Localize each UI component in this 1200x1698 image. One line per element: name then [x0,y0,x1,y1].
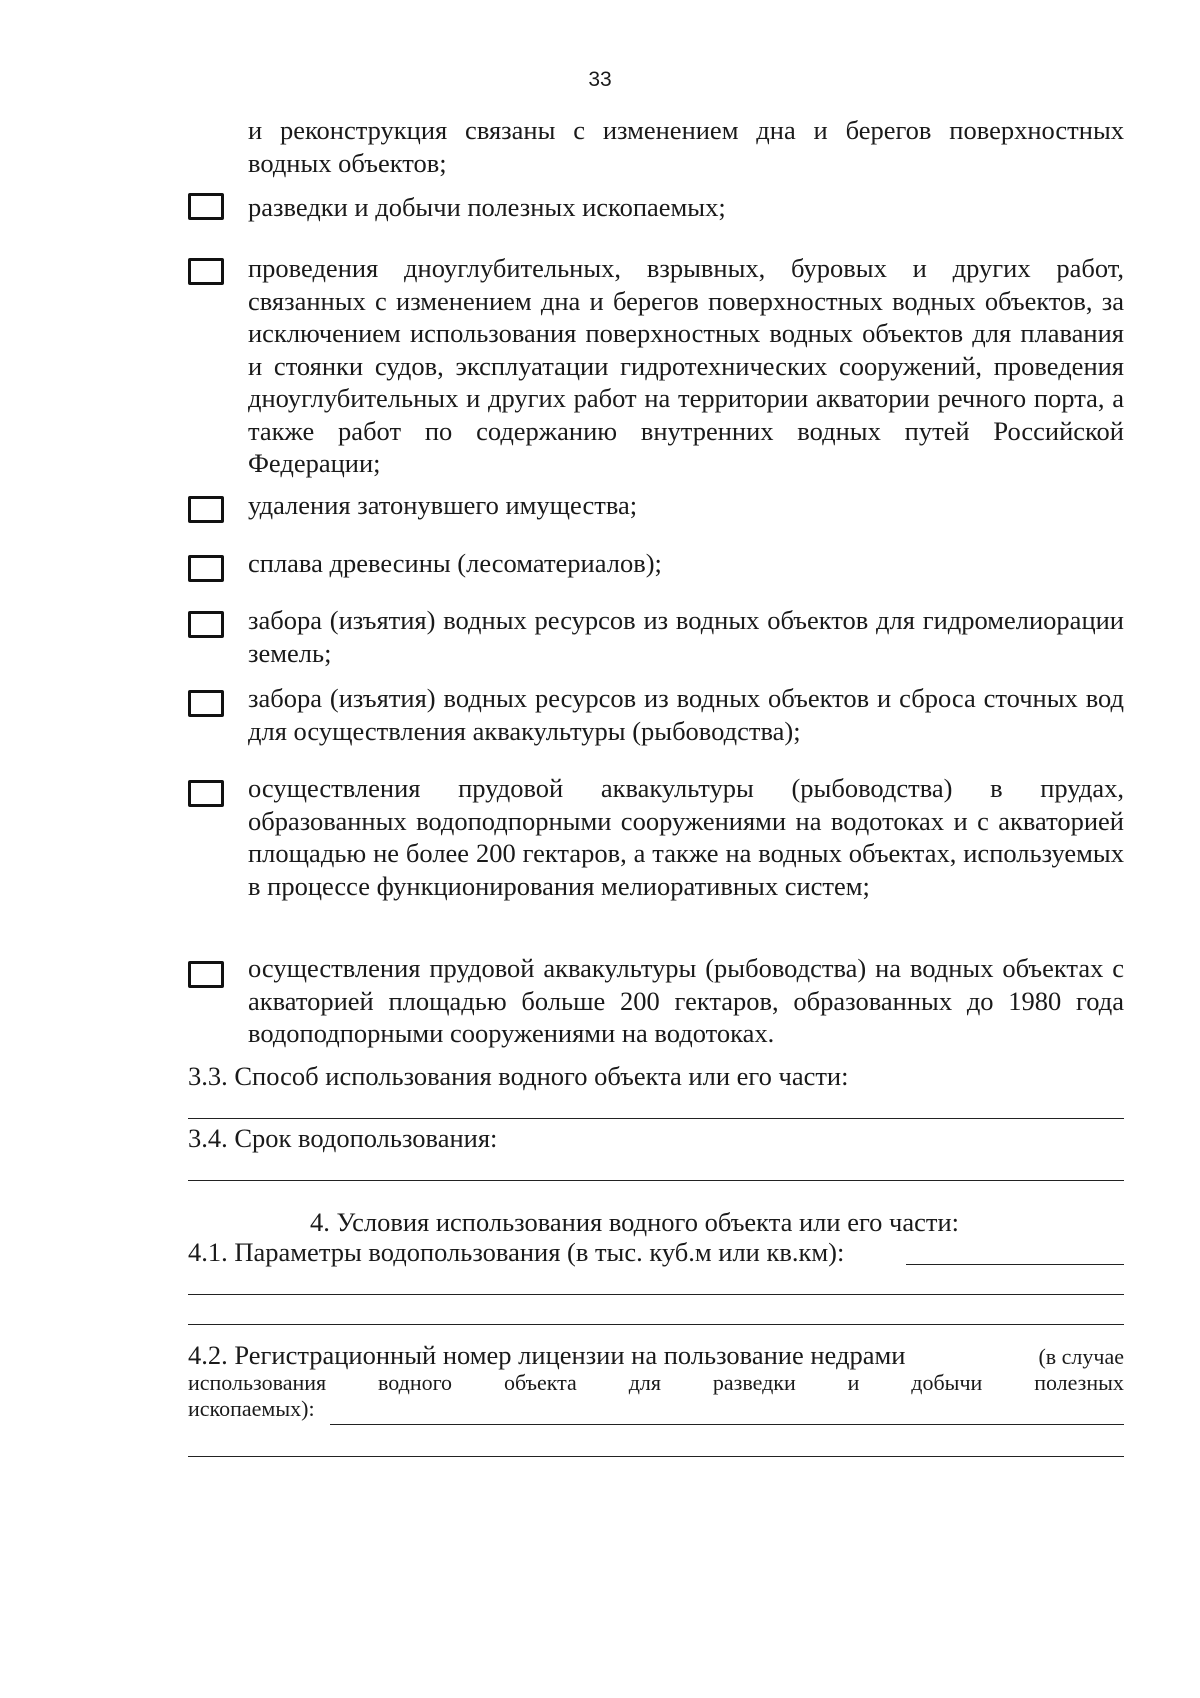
note-word: и [847,1370,860,1395]
note-word: водного [378,1370,453,1395]
subsoil-license-number-field-inline[interactable] [330,1424,1124,1425]
option-label-mineral-exploration: разведки и добычи полезных ископаемых; [248,192,726,222]
subsoil-license-number-field-line-2[interactable] [188,1456,1124,1457]
option-label-land-reclamation-intake: забора (изъятия) водных ресурсов из водных объектов для гидромелиорации земель; [248,605,1124,668]
section-4-heading: 4. Условия использования водного объекта или его части: [310,1207,960,1237]
section-4-2-line-1 [188,1342,1124,1370]
section-4-2-block [188,1342,1124,1422]
checkbox-aquaculture-intake[interactable] [188,690,224,717]
section-3-3-label: 3.3. Способ использования водного объекта или его части: [188,1061,849,1091]
note-word: разведки [712,1370,796,1395]
checkbox-sunken-property[interactable] [188,496,224,523]
section-4-1-label: 4.1. Параметры водопользования (в тыс. куб.м или кв.км): [188,1237,845,1267]
checkbox-mineral-exploration[interactable] [188,193,224,220]
option-label-dredging-works: проведения дноуглубительных, взрывных, буровых и других работ, связанных с изменением дна и берегов поверхностных водных объектов, за исключением использования поверхностных водных объектов для плавания и стоянки судов, эксплуатации гидротехнических сооружений, проведения дноуглубительных и других работ на территории акватории речного порта, а также работ по содержанию внутренних водных путей Российской Федерации; [248,253,1124,478]
note-end: ископаемых): [188,1396,315,1421]
note-word: использования [188,1370,327,1395]
section-4-2-main-label: 4.2. Регистрационный номер лицензии на пользование недрами [188,1340,906,1370]
water-use-parameters-field-line-2[interactable] [188,1294,1124,1295]
note-word: для [628,1370,661,1395]
checkbox-dredging-works[interactable] [188,258,224,285]
section-4-2-note-start: (в случае [1038,1344,1124,1369]
water-use-method-field[interactable] [188,1118,1124,1119]
section-4-2-line-2 [188,1370,1124,1396]
section-3-4-label: 3.4. Срок водопользования: [188,1123,498,1153]
option-label-pond-aquaculture-large: осуществления прудовой аквакультуры (рыбоводства) на водных объектах с акваторией площадью больше 200 гектаров, образованных до 1980 года водоподпорными сооружениями на водотоках. [248,953,1124,1048]
option-label-timber-rafting: сплава древесины (лесоматериалов); [248,548,662,578]
checkbox-pond-aquaculture-large[interactable] [188,961,224,988]
note-word: полезных [1034,1370,1124,1395]
page-number: 33 [588,68,612,91]
section-4-2-line-3 [188,1396,1124,1422]
water-use-parameters-field-inline[interactable] [906,1264,1124,1265]
water-use-parameters-field-line-3[interactable] [188,1324,1124,1325]
continuation-text: и реконструкция связаны с изменением дна и берегов поверхностных водных объектов; [248,115,1124,178]
option-label-sunken-property: удаления затонувшего имущества; [248,490,638,520]
option-label-pond-aquaculture-small: осуществления прудовой аквакультуры (рыбоводства) в прудах, образованных водоподпорными сооружениями на водотоках и с акваторией площадью не более 200 гектаров, а также на водных объектах, используемых в процессе функционирования мелиоративных систем; [248,773,1124,901]
checkbox-land-reclamation-intake[interactable] [188,611,224,638]
note-word: объекта [503,1370,577,1395]
water-use-term-field[interactable] [188,1180,1124,1181]
checkbox-pond-aquaculture-small[interactable] [188,780,224,807]
checkbox-timber-rafting[interactable] [188,555,224,582]
note-word: добычи [911,1370,983,1395]
option-label-aquaculture-intake: забора (изъятия) водных ресурсов из водных объектов и сброса сточных вод для осуществления аквакультуры (рыбоводства); [248,683,1124,746]
